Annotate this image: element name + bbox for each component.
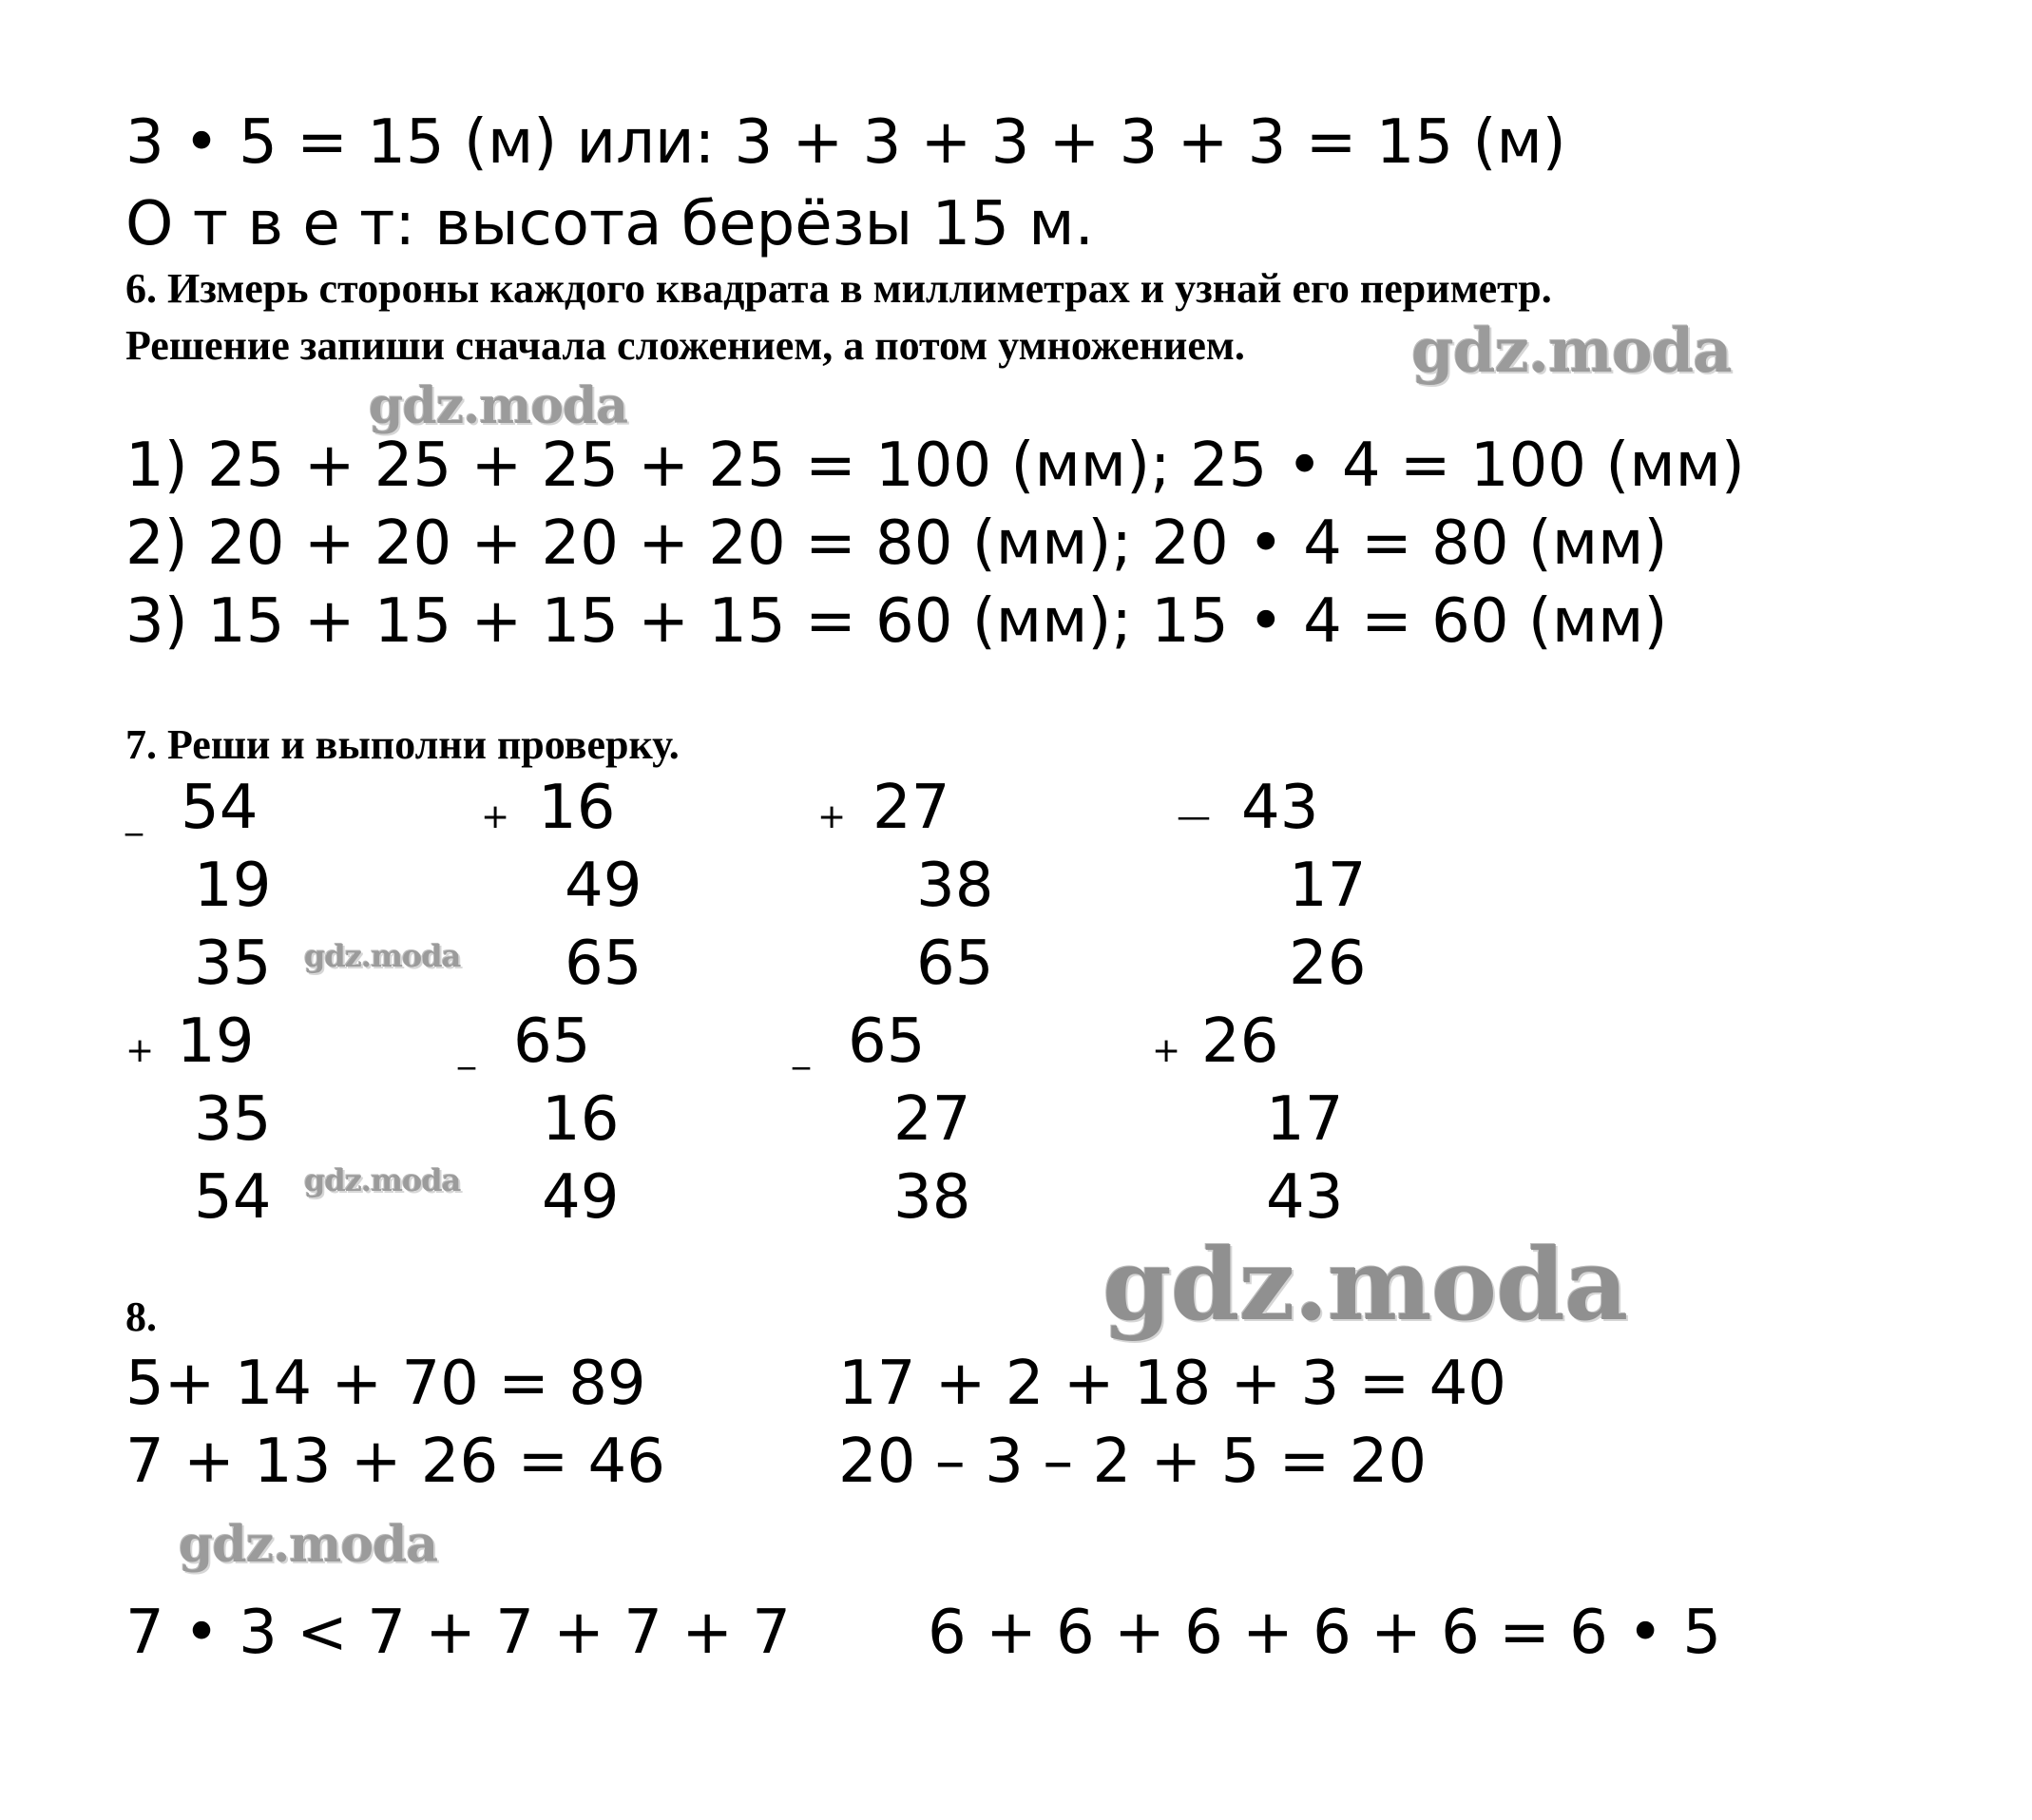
task8-left-1: 5+ 14 + 70 = 89	[125, 1349, 646, 1419]
watermark: gdz.moda	[1102, 1226, 1628, 1343]
column-operand: 17	[1289, 851, 1367, 921]
task8-compare-right: 6 + 6 + 6 + 6 + 6 = 6 • 5	[928, 1598, 1722, 1668]
column-operand: 26	[1201, 1006, 1279, 1077]
task8-compare-left: 7 • 3 < 7 + 7 + 7 + 7	[125, 1598, 791, 1668]
task8-left-2: 7 + 13 + 26 = 46	[125, 1427, 665, 1497]
column-operand: 54	[181, 773, 259, 843]
task6-answer-3: 3) 15 + 15 + 15 + 15 = 60 (мм); 15 • 4 = 60 (мм)	[125, 586, 1668, 657]
column-operand: 65	[848, 1006, 926, 1077]
column-operand: 49	[565, 851, 642, 921]
operator-sign: —	[1177, 797, 1211, 836]
operator-sign: _	[458, 1031, 475, 1070]
column-result: 54	[194, 1162, 272, 1233]
task6-answer-1: 1) 25 + 25 + 25 + 25 = 100 (мм); 25 • 4 = 100 (мм)	[125, 431, 1745, 501]
watermark: gdz.moda	[1411, 316, 1732, 387]
column-result: 43	[1266, 1162, 1344, 1233]
task8-right-1: 17 + 2 + 18 + 3 = 40	[838, 1349, 1506, 1419]
column-result: 49	[542, 1162, 620, 1233]
task5-answer: О т в е т: высота берёзы 15 м.	[125, 189, 1094, 259]
column-operand: 35	[194, 1084, 272, 1155]
column-operand: 19	[177, 1006, 255, 1077]
watermark: gdz.moda	[304, 1162, 461, 1198]
column-operand: 65	[513, 1006, 591, 1077]
column-result: 26	[1289, 929, 1367, 999]
column-result: 38	[893, 1162, 971, 1233]
column-operand: 16	[538, 773, 616, 843]
task7-title: 7. Реши и выполни проверку.	[125, 721, 680, 768]
column-operand: 19	[194, 851, 272, 921]
operator-sign: +	[125, 1031, 155, 1070]
task8-right-2: 20 – 3 – 2 + 5 = 20	[838, 1427, 1428, 1497]
task8-title: 8.	[125, 1293, 157, 1340]
operator-sign: +	[481, 797, 510, 836]
column-operand: 17	[1266, 1084, 1344, 1155]
column-operand: 27	[872, 773, 950, 843]
watermark: gdz.moda	[369, 377, 628, 435]
task6-title-line2: Решение запиши сначала сложением, а потом умножением.	[125, 322, 1245, 369]
task6-title-line1: 6. Измерь стороны каждого квадрата в миллиметрах и узнай его периметр.	[125, 265, 1552, 312]
column-result: 65	[916, 929, 994, 999]
task5-equation: 3 • 5 = 15 (м) или: 3 + 3 + 3 + 3 + 3 = 15 (м)	[125, 107, 1566, 178]
operator-sign: +	[817, 797, 847, 836]
column-operand: 16	[542, 1084, 620, 1155]
operator-sign: _	[793, 1031, 810, 1070]
column-operand: 38	[916, 851, 994, 921]
task6-answer-2: 2) 20 + 20 + 20 + 20 = 80 (мм); 20 • 4 = 80 (мм)	[125, 508, 1668, 579]
column-result: 65	[565, 929, 642, 999]
operator-sign: +	[1152, 1031, 1181, 1070]
column-result: 35	[194, 929, 272, 999]
operator-sign: _	[125, 797, 143, 836]
column-operand: 27	[893, 1084, 971, 1155]
column-operand: 43	[1241, 773, 1319, 843]
watermark: gdz.moda	[179, 1516, 438, 1574]
watermark: gdz.moda	[304, 938, 461, 974]
